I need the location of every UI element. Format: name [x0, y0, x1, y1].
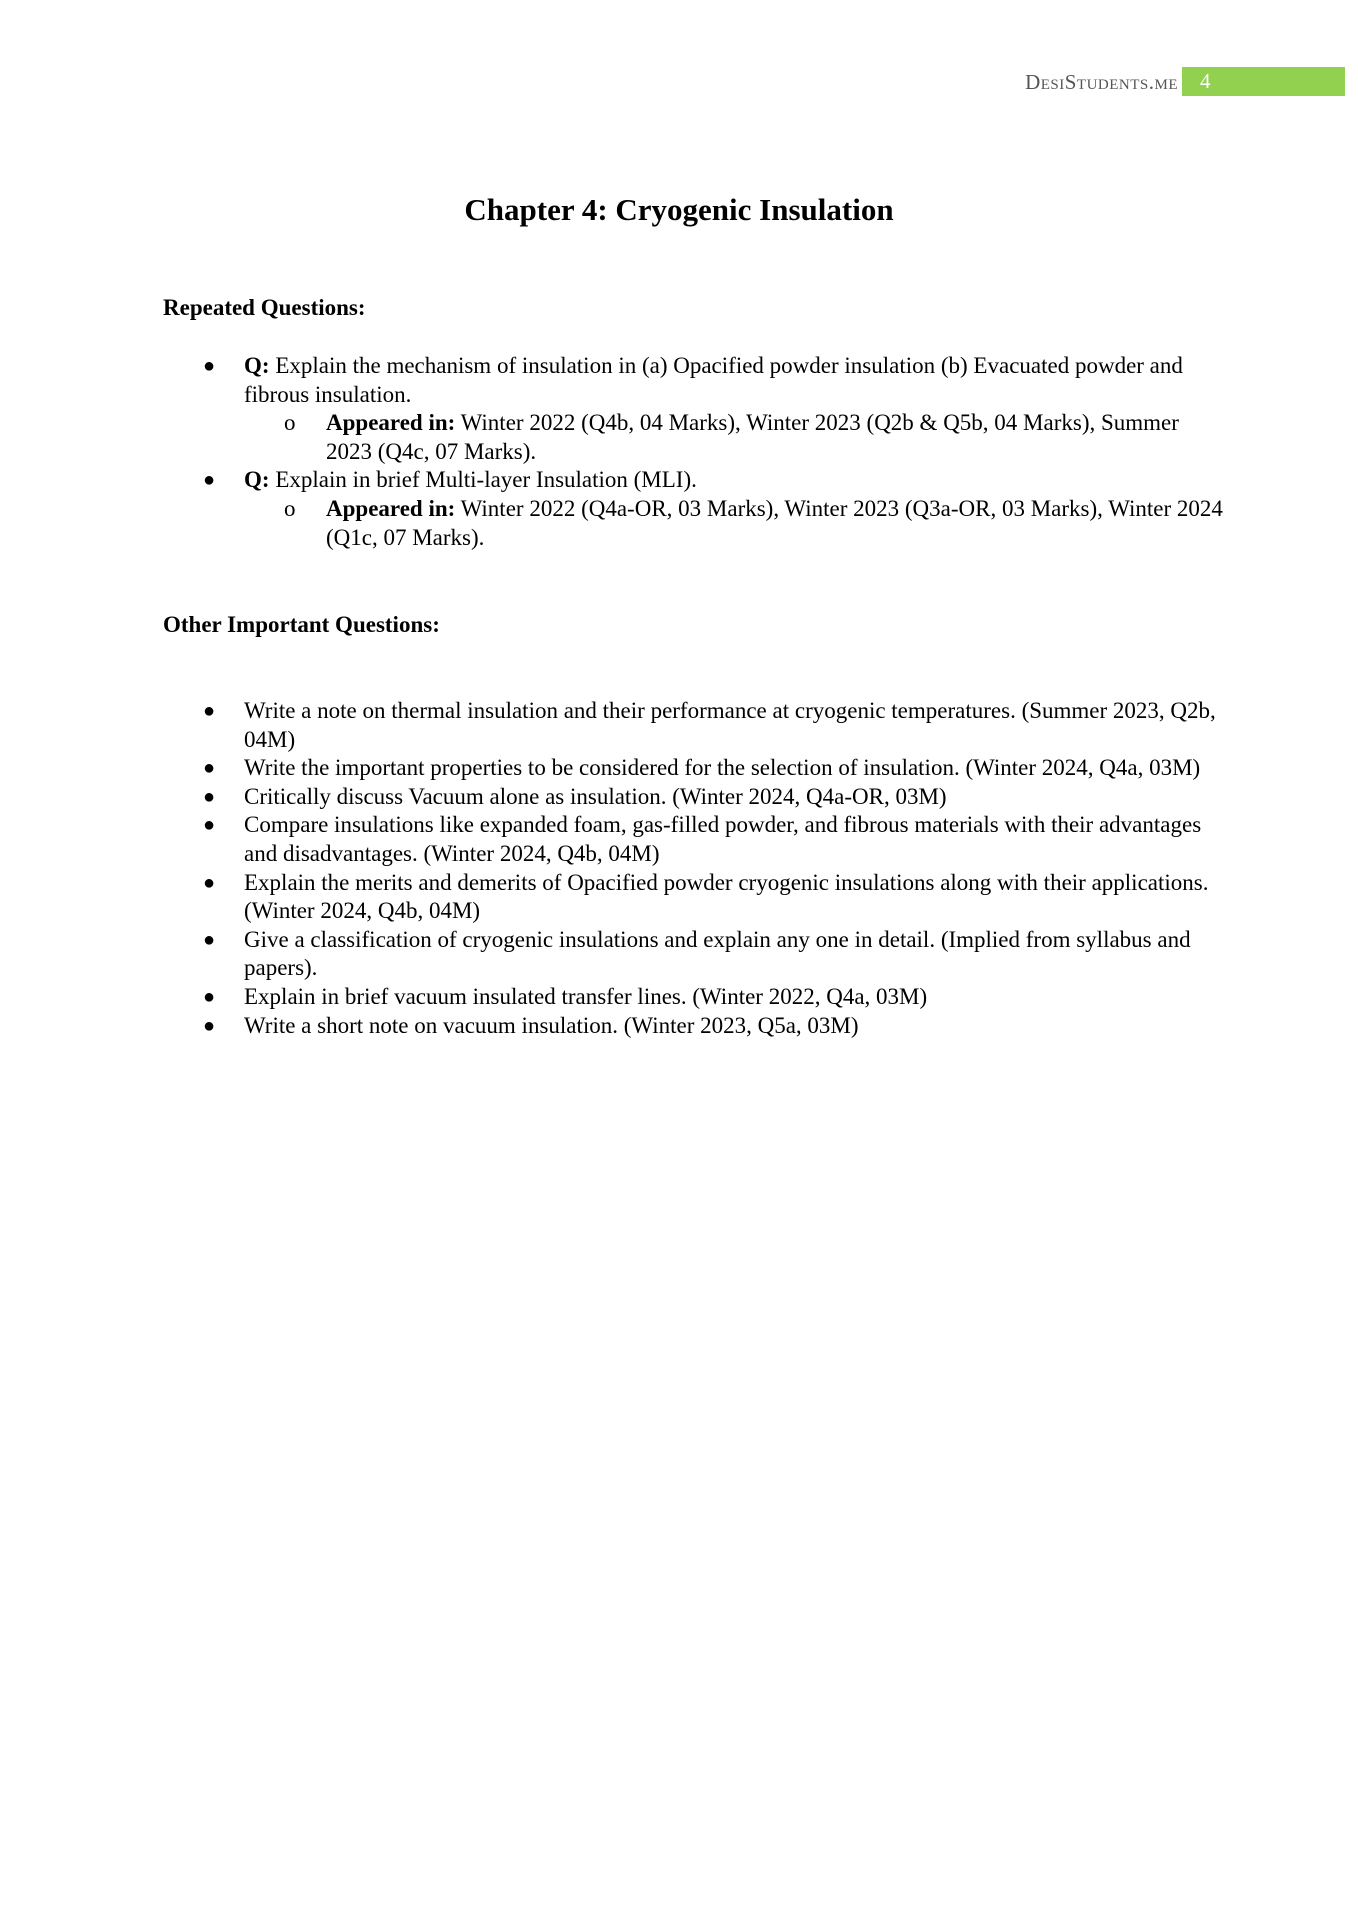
- question-text: Write a short note on vacuum insulation. (Winter 2023, Q5a, 03M): [244, 1012, 859, 1038]
- question-text: Explain in brief vacuum insulated transfer lines. (Winter 2022, Q4a, 03M): [244, 983, 928, 1009]
- question-text: Give a classification of cryogenic insulations and explain any one in detail. (Implied from syllabus and papers).: [244, 926, 1191, 981]
- header-site-name: DesiStudents.me: [1025, 70, 1178, 94]
- page-number: 4: [1200, 69, 1211, 93]
- bullet-icon: ●: [203, 469, 216, 492]
- question-text: Explain the merits and demerits of Opacified powder cryogenic insulations along with their applications. (Winter 2024, Q4b, 04M): [244, 869, 1209, 924]
- circle-bullet-icon: o: [284, 410, 296, 436]
- appeared-label: Appeared in:: [326, 410, 456, 436]
- bullet-icon: ●: [203, 355, 216, 377]
- list-item: [163, 697, 1223, 754]
- bullet-icon: ●: [203, 814, 216, 837]
- bullet-icon: ●: [203, 928, 216, 951]
- bullet-icon: ●: [203, 757, 216, 780]
- page-number-badge: [1182, 67, 1345, 96]
- question-text: Explain in brief Multi-layer Insulation (MLI).: [269, 467, 697, 493]
- bullet-icon: ●: [203, 985, 216, 1008]
- bullet-icon: ●: [203, 1014, 216, 1037]
- list-item: [163, 983, 1223, 1012]
- question-text: Critically discuss Vacuum alone as insulation. (Winter 2024, Q4a-OR, 03M): [244, 783, 947, 809]
- bullet-icon: ●: [203, 700, 216, 722]
- question-text: Compare insulations like expanded foam, gas-filled powder, and fibrous materials with their advantages and disadvantages. (Winter 2024, Q4b, 04M): [244, 812, 1202, 866]
- list-item: [244, 495, 1223, 552]
- question-text: Write the important properties to be considered for the selection of insulation. (Winter 2024, Q4a, 03M): [244, 755, 1201, 781]
- other-questions-heading: Other Important Questions:: [163, 612, 440, 637]
- chapter-title: Chapter 4: Cryogenic Insulation: [464, 192, 894, 227]
- appeared-text: Winter 2022 (Q4b, 04 Marks), Winter 2023 (Q2b & Q5b, 04 Marks), Summer 2023 (Q4c, 07 Marks).: [326, 410, 1179, 464]
- list-item: [163, 754, 1223, 783]
- appeared-sublist: [244, 409, 1223, 466]
- repeated-questions-heading: Repeated Questions:: [163, 295, 366, 320]
- list-item: [163, 783, 1223, 812]
- appeared-text: Winter 2022 (Q4a-OR, 03 Marks), Winter 2023 (Q3a-OR, 03 Marks), Winter 2024 (Q1c, 07 Marks).: [326, 495, 1223, 550]
- other-questions-list: [163, 697, 1223, 1040]
- appeared-sublist: [244, 495, 1223, 552]
- appeared-label: Appeared in:: [326, 495, 456, 521]
- question-text: Write a note on thermal insulation and their performance at cryogenic temperatures. (Summer 2023, Q2b, 04M): [244, 698, 1216, 752]
- list-item: [163, 352, 1223, 466]
- bullet-icon: ●: [203, 871, 216, 894]
- list-item: [163, 466, 1223, 552]
- question-text: Explain the mechanism of insulation in (a) Opacified powder insulation (b) Evacuated powder and fibrous insulation.: [244, 353, 1183, 407]
- list-item: [163, 869, 1223, 926]
- circle-bullet-icon: o: [284, 495, 296, 521]
- bullet-icon: ●: [203, 785, 216, 808]
- repeated-questions-list: [163, 352, 1223, 552]
- list-item: [244, 409, 1223, 466]
- question-label: Q:: [244, 467, 270, 493]
- question-label: Q:: [244, 353, 270, 378]
- list-item: [163, 926, 1223, 983]
- list-item: [163, 811, 1223, 868]
- list-item: [163, 1012, 1223, 1041]
